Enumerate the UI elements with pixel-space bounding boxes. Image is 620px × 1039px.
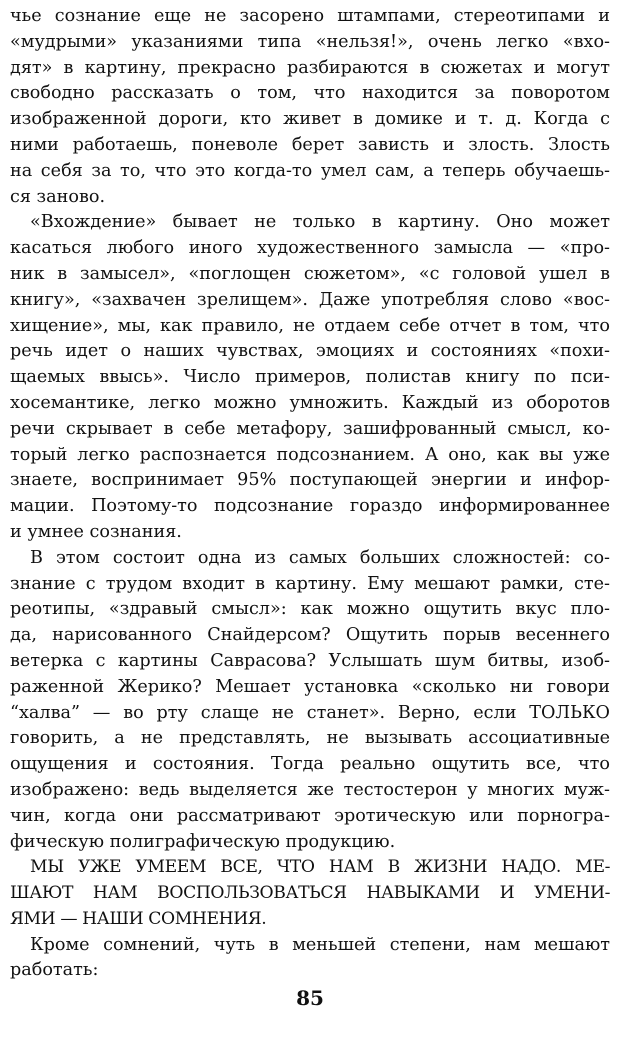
paragraph-1: [10, 4, 610, 210]
text-line: на себя за то, что это когда-то умел сам, а теперь обучаешь-: [10, 160, 610, 181]
text-line: ник в замысел», «поглощен сюжетом», «с головой ушел в: [10, 263, 610, 284]
text-line: и умнее сознания.: [10, 521, 182, 542]
text-line: ШАЮТ НАМ ВОСПОЛЬЗОВАТЬСЯ НАВЫКАМИ И УМЕНИ-: [10, 883, 610, 904]
text-line: работать:: [10, 960, 99, 981]
text-line: «мудрыми» указаниями типа «нельзя!», очень легко «вхо-: [10, 31, 610, 52]
text-line: хищение», мы, как правило, не отдаем себе отчет в том, что: [10, 315, 610, 336]
text-line: реотипы, «здравый смысл»: как можно ощутить вкус пло-: [10, 599, 610, 620]
text-line: да, нарисованного Снайдерсом? Ощутить порыв весеннего: [10, 625, 610, 646]
text-line: “халва” — во рту слаще не станет». Верно, если ТОЛЬКО: [10, 702, 610, 723]
text-line: щаемых ввысь». Число примеров, полистав книгу по пси-: [10, 367, 610, 388]
paragraph-2: [10, 210, 610, 545]
text-line: раженной Жерико? Мешает установка «сколько ни говори: [10, 676, 610, 697]
text-line: чье сознание еще не засорено штампами, стереотипами и: [10, 6, 610, 26]
text-line: касаться любого иного художественного замысла — «про-: [10, 238, 610, 259]
text-line: чин, когда они рассматривают эротическую или порногра-: [10, 805, 610, 826]
text-line: книгу», «захвачен зрелищем». Даже употребляя слово «вос-: [10, 289, 610, 310]
text-line: ветерка с картины Саврасова? Услышать шум битвы, изоб-: [10, 650, 610, 671]
emphasis-paragraph: [10, 855, 610, 932]
text-line: ними работаешь, поневоле берет зависть и злость. Злость: [10, 134, 610, 155]
text-line: знание с трудом входит в картину. Ему мешают рамки, сте-: [10, 573, 610, 594]
text-line: речи скрывает в себе метафору, зашифрованный смысл, ко-: [10, 418, 610, 439]
text-line: речь идет о наших чувствах, эмоциях и состояниях «похи-: [10, 341, 610, 362]
paragraph-5: [10, 933, 610, 985]
text-line: знаете, воспринимает 95% поступающей энергии и инфор-: [10, 470, 610, 491]
page-number: 85: [296, 986, 324, 1010]
text-line: говорить, а не представлять, не вызывать ассоциативные: [10, 728, 610, 749]
text-line: Кроме сомнений, чуть в меньшей степени, нам мешают: [30, 934, 610, 955]
paragraph-3: [10, 546, 610, 856]
text-line: мации. Поэтому-то подсознание гораздо информированнее: [10, 496, 610, 517]
text-line: изображено: ведь выделяется же тестостерон у многих муж-: [10, 779, 610, 800]
text-line: ЯМИ — НАШИ СОМНЕНИЯ.: [10, 908, 267, 929]
text-line: «Вхождение» бывает не только в картину. Оно может: [30, 212, 610, 233]
text-line: торый легко распознается подсознанием. А оно, как вы уже: [10, 444, 610, 465]
text-line: фическую полиграфическую продукцию.: [10, 831, 396, 852]
text-line: МЫ УЖЕ УМЕЕМ ВСЕ, ЧТО НАМ В ЖИЗНИ НАДО. МЕ-: [30, 857, 610, 878]
text-line: изображенной дороги, кто живет в домике и т. д. Когда с: [10, 109, 610, 130]
text-line: ощущения и состояния. Тогда реально ощутить все, что: [10, 754, 610, 775]
text-line: свободно рассказать о том, что находится за поворотом: [10, 83, 610, 104]
text-line: хосемантике, легко можно умножить. Каждый из оборотов: [10, 392, 610, 413]
text-line: В этом состоит одна из самых больших сложностей: со-: [30, 547, 610, 568]
text-line: дят» в картину, прекрасно разбираются в сюжетах и могут: [10, 57, 610, 78]
text-line: ся заново.: [10, 186, 106, 207]
